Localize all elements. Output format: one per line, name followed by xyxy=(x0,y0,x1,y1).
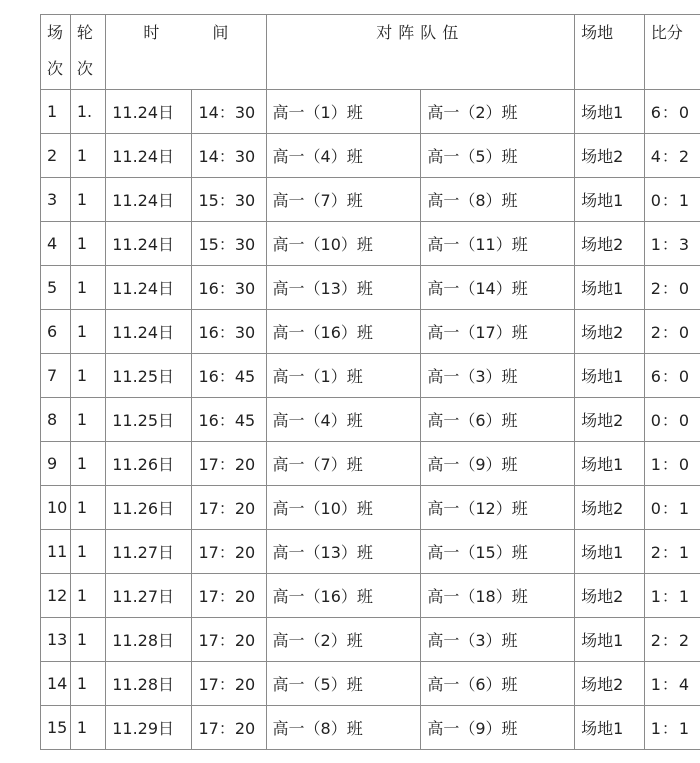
cell-venue: 场地1 xyxy=(575,178,645,222)
cell-team-a: 高一（4）班 xyxy=(266,134,421,178)
cell-round: 1 xyxy=(70,222,105,266)
cell-venue: 场地1 xyxy=(575,354,645,398)
cell-round: 1 xyxy=(70,574,105,618)
cell-venue: 场地2 xyxy=(575,486,645,530)
cell-team-a: 高一（1）班 xyxy=(266,90,421,134)
cell-team-b: 高一（2）班 xyxy=(421,90,575,134)
cell-venue: 场地2 xyxy=(575,574,645,618)
cell-round: 1. xyxy=(70,90,105,134)
cell-game: 8 xyxy=(41,398,71,442)
cell-game: 6 xyxy=(41,310,71,354)
cell-time: 15：30 xyxy=(192,222,266,266)
cell-team-b: 高一（11）班 xyxy=(421,222,575,266)
cell-game: 10 xyxy=(41,486,71,530)
header-venue: 场地 xyxy=(575,15,645,90)
cell-date: 11.24日 xyxy=(106,266,192,310)
cell-team-a: 高一（7）班 xyxy=(266,442,421,486)
cell-score: 6：0 xyxy=(644,354,700,398)
cell-game: 7 xyxy=(41,354,71,398)
cell-team-b: 高一（6）班 xyxy=(421,398,575,442)
table-row xyxy=(41,222,700,266)
cell-date: 11.29日 xyxy=(106,706,192,750)
cell-team-b: 高一（15）班 xyxy=(421,530,575,574)
table-row xyxy=(41,574,700,618)
cell-team-a: 高一（13）班 xyxy=(266,530,421,574)
cell-date: 11.25日 xyxy=(106,354,192,398)
cell-date: 11.24日 xyxy=(106,178,192,222)
cell-team-b: 高一（5）班 xyxy=(421,134,575,178)
cell-date: 11.25日 xyxy=(106,398,192,442)
cell-time: 16：30 xyxy=(192,266,266,310)
table-row xyxy=(41,706,700,750)
cell-team-a: 高一（13）班 xyxy=(266,266,421,310)
cell-venue: 场地1 xyxy=(575,530,645,574)
cell-score: 1：1 xyxy=(644,706,700,750)
table-row xyxy=(41,662,700,706)
cell-round: 1 xyxy=(70,618,105,662)
cell-score: 0：1 xyxy=(644,178,700,222)
cell-team-b: 高一（3）班 xyxy=(421,354,575,398)
cell-venue: 场地1 xyxy=(575,90,645,134)
header-round: 轮次 xyxy=(70,15,105,90)
cell-game: 1 xyxy=(41,90,71,134)
cell-venue: 场地1 xyxy=(575,618,645,662)
cell-team-b: 高一（9）班 xyxy=(421,706,575,750)
cell-team-b: 高一（12）班 xyxy=(421,486,575,530)
cell-team-b: 高一（18）班 xyxy=(421,574,575,618)
cell-date: 11.27日 xyxy=(106,530,192,574)
table-row xyxy=(41,398,700,442)
cell-team-a: 高一（4）班 xyxy=(266,398,421,442)
cell-score: 0：0 xyxy=(644,398,700,442)
cell-round: 1 xyxy=(70,442,105,486)
cell-team-a: 高一（16）班 xyxy=(266,310,421,354)
table-row xyxy=(41,442,700,486)
schedule-table-container xyxy=(40,14,700,750)
cell-venue: 场地2 xyxy=(575,310,645,354)
cell-score: 1：3 xyxy=(644,222,700,266)
cell-venue: 场地2 xyxy=(575,222,645,266)
cell-score: 4：2 xyxy=(644,134,700,178)
cell-round: 1 xyxy=(70,530,105,574)
cell-time: 14：30 xyxy=(192,134,266,178)
cell-round: 1 xyxy=(70,354,105,398)
cell-date: 11.27日 xyxy=(106,574,192,618)
header-row xyxy=(41,15,700,90)
cell-round: 1 xyxy=(70,266,105,310)
cell-game: 2 xyxy=(41,134,71,178)
table-row xyxy=(41,134,700,178)
cell-team-b: 高一（9）班 xyxy=(421,442,575,486)
table-body xyxy=(41,90,700,750)
cell-team-b: 高一（14）班 xyxy=(421,266,575,310)
cell-team-b: 高一（17）班 xyxy=(421,310,575,354)
cell-score: 6：0 xyxy=(644,90,700,134)
cell-venue: 场地1 xyxy=(575,266,645,310)
cell-team-a: 高一（16）班 xyxy=(266,574,421,618)
cell-venue: 场地2 xyxy=(575,398,645,442)
cell-round: 1 xyxy=(70,310,105,354)
cell-venue: 场地1 xyxy=(575,442,645,486)
cell-team-a: 高一（2）班 xyxy=(266,618,421,662)
cell-venue: 场地2 xyxy=(575,134,645,178)
cell-date: 11.24日 xyxy=(106,222,192,266)
table-row xyxy=(41,310,700,354)
cell-date: 11.26日 xyxy=(106,486,192,530)
table-row xyxy=(41,90,700,134)
cell-game: 4 xyxy=(41,222,71,266)
cell-game: 5 xyxy=(41,266,71,310)
cell-time: 17：20 xyxy=(192,662,266,706)
cell-date: 11.26日 xyxy=(106,442,192,486)
cell-score: 0：1 xyxy=(644,486,700,530)
cell-round: 1 xyxy=(70,178,105,222)
cell-time: 17：20 xyxy=(192,486,266,530)
cell-date: 11.24日 xyxy=(106,134,192,178)
cell-team-a: 高一（7）班 xyxy=(266,178,421,222)
cell-time: 17：20 xyxy=(192,530,266,574)
cell-date: 11.28日 xyxy=(106,618,192,662)
cell-game: 13 xyxy=(41,618,71,662)
header-game: 场次 xyxy=(41,15,71,90)
cell-time: 15：30 xyxy=(192,178,266,222)
header-time: 时 间 xyxy=(106,15,266,90)
cell-score: 1：0 xyxy=(644,442,700,486)
cell-team-a: 高一（5）班 xyxy=(266,662,421,706)
cell-round: 1 xyxy=(70,662,105,706)
match-schedule-table xyxy=(40,14,700,750)
cell-game: 15 xyxy=(41,706,71,750)
cell-round: 1 xyxy=(70,398,105,442)
cell-time: 16：45 xyxy=(192,398,266,442)
cell-team-a: 高一（8）班 xyxy=(266,706,421,750)
table-row xyxy=(41,354,700,398)
table-row xyxy=(41,486,700,530)
cell-round: 1 xyxy=(70,706,105,750)
cell-time: 17：20 xyxy=(192,618,266,662)
cell-score: 1：4 xyxy=(644,662,700,706)
cell-team-a: 高一（1）班 xyxy=(266,354,421,398)
cell-venue: 场地1 xyxy=(575,706,645,750)
cell-time: 17：20 xyxy=(192,574,266,618)
cell-time: 16：45 xyxy=(192,354,266,398)
cell-date: 11.28日 xyxy=(106,662,192,706)
cell-game: 9 xyxy=(41,442,71,486)
cell-game: 3 xyxy=(41,178,71,222)
cell-score: 2：1 xyxy=(644,530,700,574)
cell-score: 2：0 xyxy=(644,310,700,354)
cell-time: 17：20 xyxy=(192,442,266,486)
cell-round: 1 xyxy=(70,486,105,530)
cell-team-a: 高一（10）班 xyxy=(266,486,421,530)
cell-time: 16：30 xyxy=(192,310,266,354)
cell-team-b: 高一（8）班 xyxy=(421,178,575,222)
cell-team-a: 高一（10）班 xyxy=(266,222,421,266)
cell-venue: 场地2 xyxy=(575,662,645,706)
cell-game: 14 xyxy=(41,662,71,706)
table-row xyxy=(41,530,700,574)
cell-team-b: 高一（3）班 xyxy=(421,618,575,662)
header-teams: 对阵队伍 xyxy=(266,15,575,90)
cell-team-b: 高一（6）班 xyxy=(421,662,575,706)
cell-time: 17：20 xyxy=(192,706,266,750)
header-score: 比分 xyxy=(644,15,700,90)
cell-time: 14：30 xyxy=(192,90,266,134)
cell-date: 11.24日 xyxy=(106,310,192,354)
cell-round: 1 xyxy=(70,134,105,178)
table-row xyxy=(41,266,700,310)
cell-score: 2：2 xyxy=(644,618,700,662)
cell-score: 2：0 xyxy=(644,266,700,310)
cell-date: 11.24日 xyxy=(106,90,192,134)
cell-score: 1：1 xyxy=(644,574,700,618)
cell-game: 11 xyxy=(41,530,71,574)
table-row xyxy=(41,618,700,662)
cell-game: 12 xyxy=(41,574,71,618)
table-row xyxy=(41,178,700,222)
